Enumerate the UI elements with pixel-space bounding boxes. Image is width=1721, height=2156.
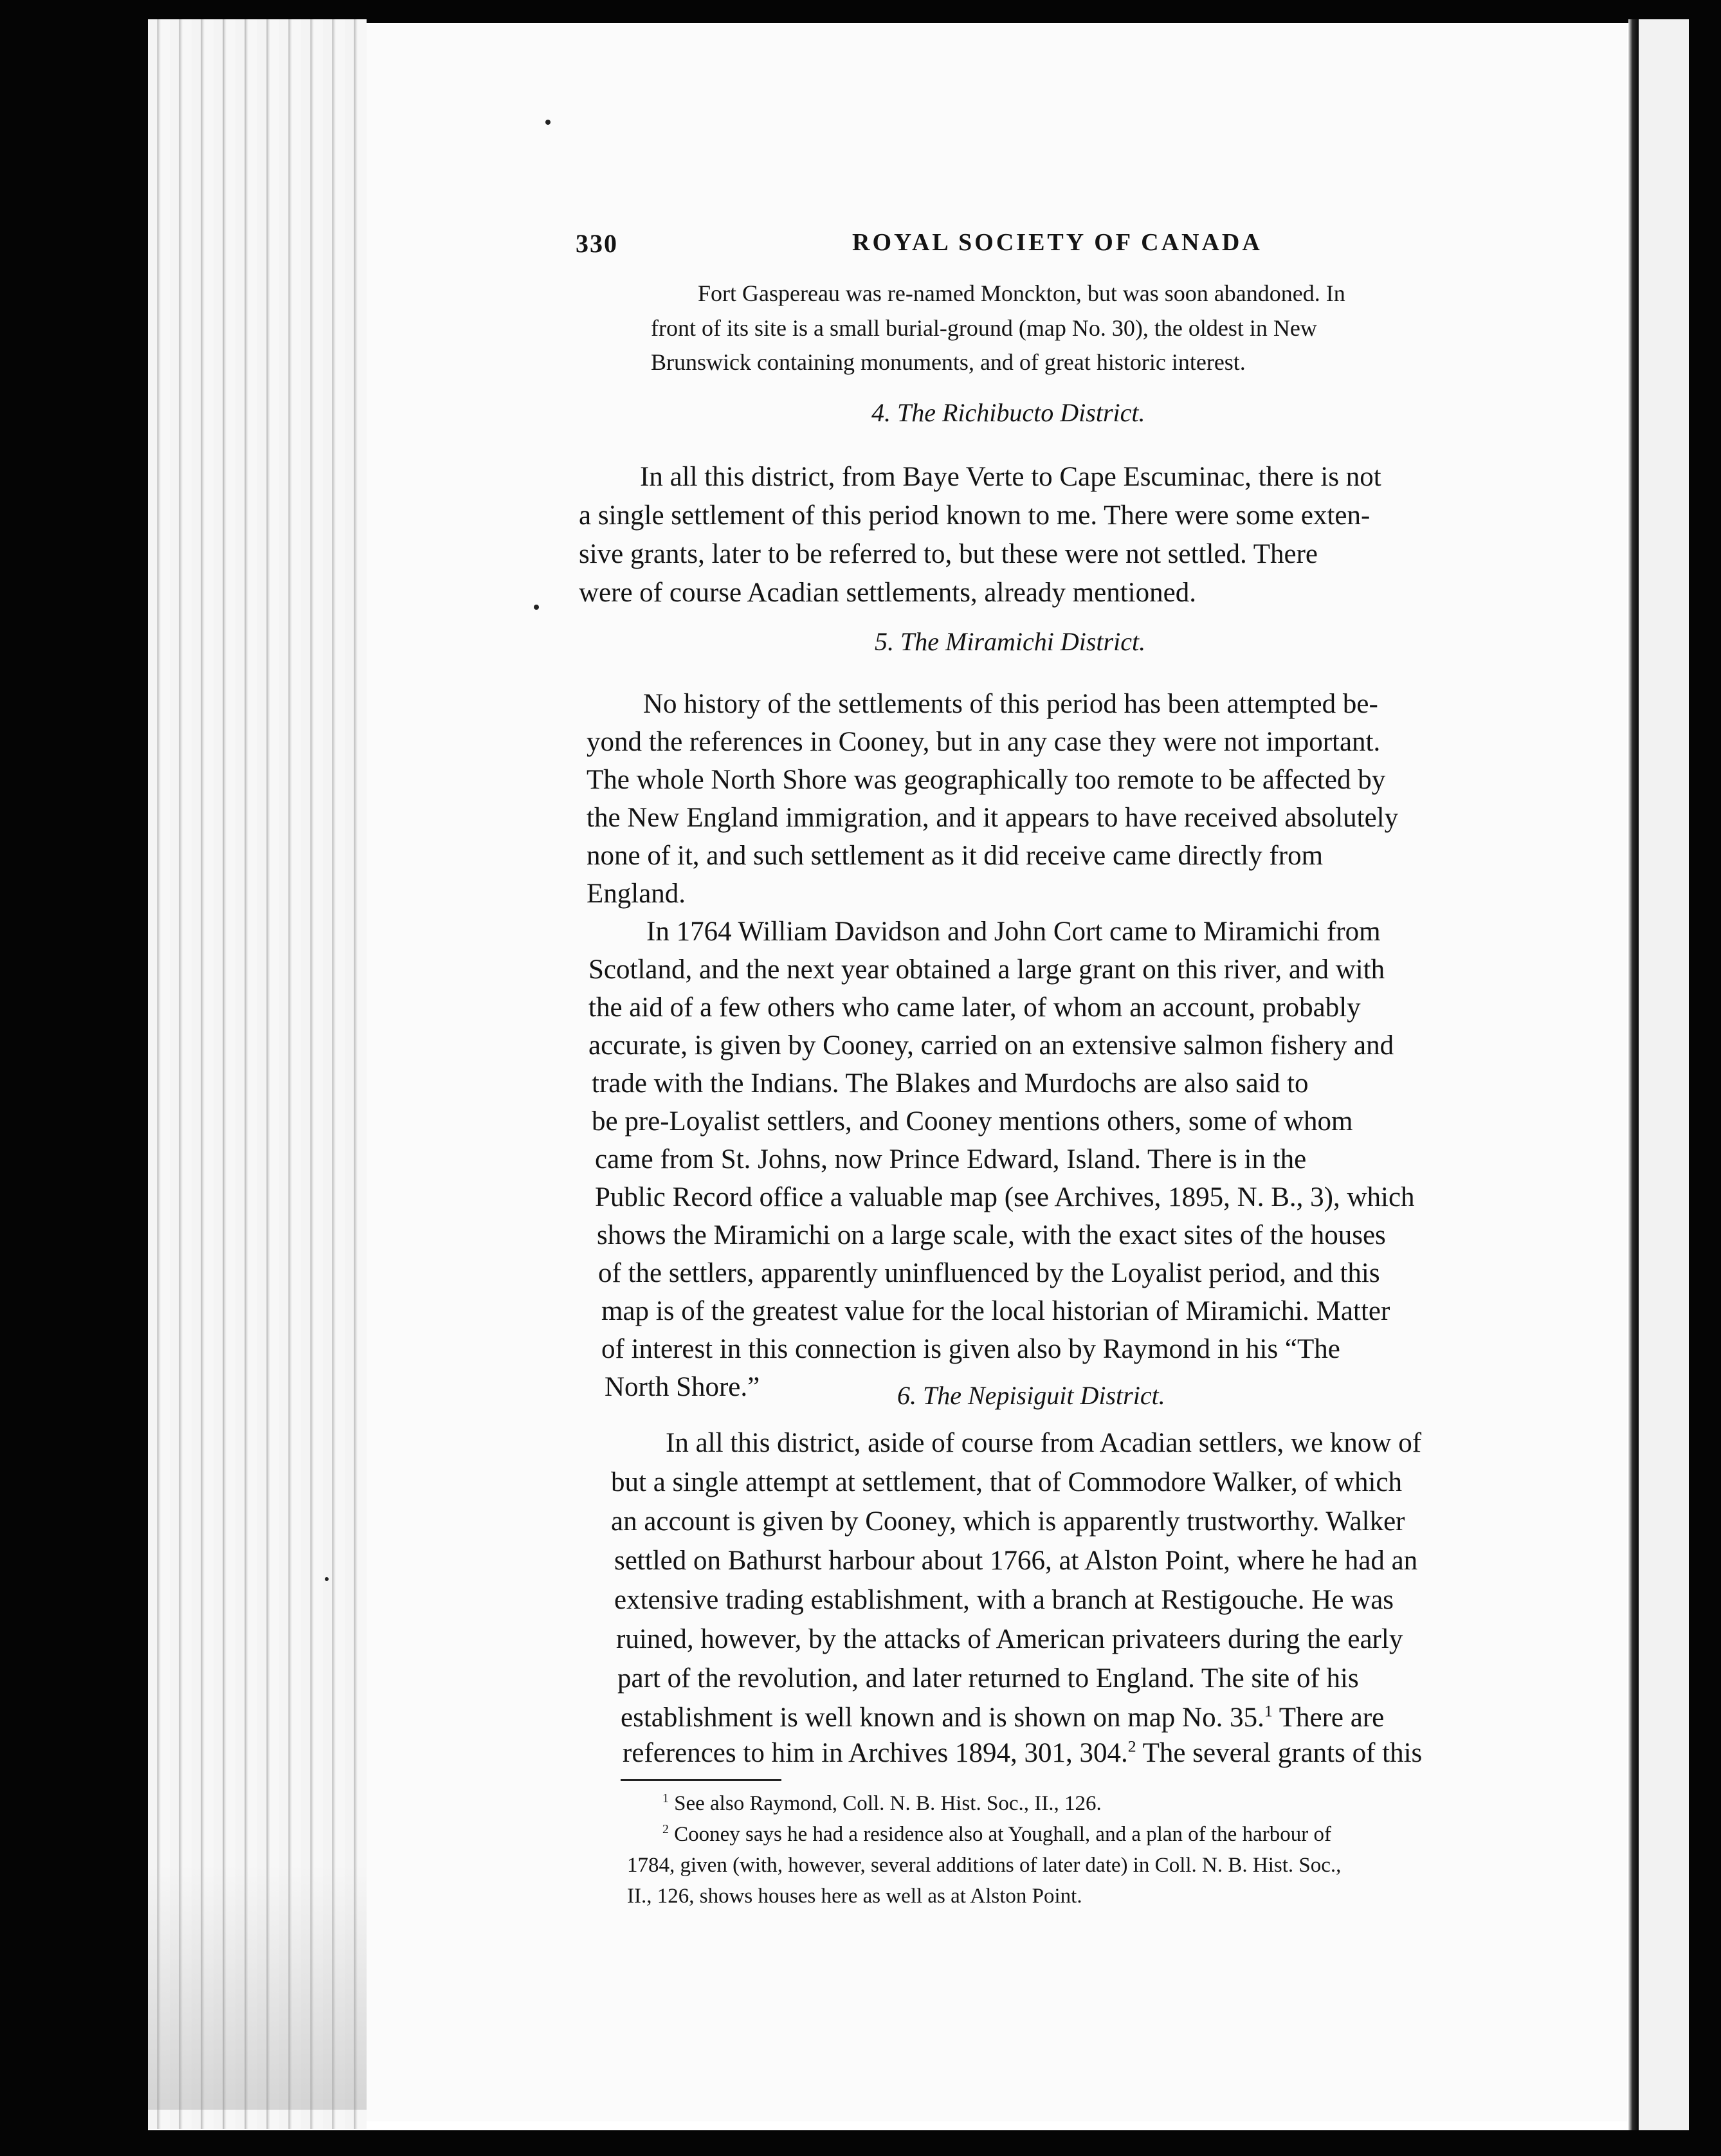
- text-segment: There are: [1272, 1703, 1385, 1733]
- footnote-mark: 1: [662, 1791, 669, 1805]
- text-line: were of course Acadian settlements, already mentioned.: [579, 578, 1196, 608]
- footnote-line: 1784, given (with, however, several additions of later date) in Coll. N. B. Hist. Soc.,: [627, 1854, 1342, 1877]
- text-line: ruined, however, by the attacks of American privateers during the early: [616, 1624, 1403, 1654]
- page-number: 330: [576, 229, 618, 258]
- text-line: [621, 1701, 1385, 1733]
- text-line: none of it, and such settlement as it did receive came directly from: [587, 841, 1324, 871]
- footnote-text: Cooney says he had a residence also at Youghall, and a plan of the harbour of: [674, 1823, 1331, 1846]
- text-line: In all this district, aside of course from Acadian settlers, we know of: [666, 1428, 1422, 1458]
- footnote-mark: 2: [662, 1822, 669, 1836]
- text-line: In 1764 William Davidson and John Cort came to Miramichi from: [646, 917, 1381, 947]
- ink-speck: [545, 120, 551, 125]
- text-line: of interest in this connection is given also by Raymond in his “The: [601, 1334, 1340, 1364]
- ink-speck: [325, 1577, 329, 1581]
- text-line: trade with the Indians. The Blakes and Murdochs are also said to: [592, 1068, 1309, 1099]
- footnote-line: II., 126, shows houses here as well as at Alston Point.: [627, 1885, 1082, 1908]
- text-line: map is of the greatest value for the local historian of Miramichi. Matter: [601, 1296, 1390, 1326]
- scan-border-right: [1689, 0, 1721, 2156]
- page-stack-shadow: [148, 1865, 367, 2110]
- text-line: shows the Miramichi on a large scale, with the exact sites of the houses: [597, 1220, 1386, 1250]
- text-line: North Shore.”: [605, 1372, 760, 1402]
- scan-border-bottom: [0, 2130, 1721, 2156]
- text-line: England.: [587, 879, 686, 909]
- text-segment: establishment is well known and is shown on map No. 35.: [621, 1703, 1264, 1733]
- text-line: the aid of a few others who came later, of whom an account, probably: [588, 992, 1361, 1023]
- text-line: sive grants, later to be referred to, but these were not settled. There: [579, 539, 1318, 569]
- footnote-rule: [621, 1779, 781, 1781]
- section-heading: 5. The Miramichi District.: [875, 627, 1146, 656]
- footnote-1: [662, 1793, 1102, 1814]
- text-line: but a single attempt at settlement, that of Commodore Walker, of which: [611, 1467, 1402, 1497]
- text-line: a single settlement of this period known to me. There were some exten-: [579, 500, 1370, 531]
- footnote-text: See also Raymond, Coll. N. B. Hist. Soc., II., 126.: [674, 1792, 1102, 1815]
- text-line: [623, 1739, 1422, 1767]
- text-line: Fort Gaspereau was re-named Monckton, but was soon abandoned. In: [698, 280, 1345, 306]
- text-segment: The several grants of this: [1136, 1738, 1423, 1768]
- footnote-ref-2: 2: [1127, 1737, 1136, 1756]
- text-line: Scotland, and the next year obtained a large grant on this river, and with: [588, 955, 1385, 985]
- section-heading: 6. The Nepisiguit District.: [897, 1381, 1165, 1410]
- text-line: Public Record office a valuable map (see Archives, 1895, N. B., 3), which: [595, 1182, 1415, 1212]
- text-line: of the settlers, apparently uninfluenced by the Loyalist period, and this: [598, 1258, 1380, 1288]
- text-line: extensive trading establishment, with a branch at Restigouche. He was: [614, 1585, 1394, 1615]
- ink-speck: [534, 605, 539, 610]
- text-line: In all this district, from Baye Verte to Cape Escuminac, there is not: [640, 462, 1381, 492]
- text-line: front of its site is a small burial-ground (map No. 30), the oldest in New: [651, 315, 1317, 341]
- text-line: accurate, is given by Cooney, carried on an extensive salmon fishery and: [588, 1030, 1394, 1061]
- page-header: [576, 228, 1273, 267]
- text-line: be pre-Loyalist settlers, and Cooney mentions others, some of whom: [592, 1106, 1353, 1137]
- text-line: part of the revolution, and later returned to England. The site of his: [617, 1663, 1359, 1694]
- page-stack-edges: [148, 19, 367, 2129]
- scan-border-left: [0, 0, 148, 2156]
- text-line: yond the references in Cooney, but in any case they were not important.: [587, 727, 1381, 757]
- footnote-2: [662, 1824, 1331, 1845]
- text-line: No history of the settlements of this period has been attempted be-: [643, 689, 1378, 719]
- text-line: came from St. Johns, now Prince Edward, Island. There is in the: [595, 1144, 1307, 1174]
- text-segment: references to him in Archives 1894, 301, 304.: [623, 1738, 1128, 1768]
- text-line: settled on Bathurst harbour about 1766, at Alston Point, where he had an: [614, 1546, 1418, 1576]
- text-line: an account is given by Cooney, which is apparently trustworthy. Walker: [611, 1506, 1405, 1537]
- running-head: ROYAL SOCIETY OF CANADA: [852, 229, 1262, 256]
- text-line: The whole North Shore was geographically too remote to be affected by: [587, 765, 1386, 795]
- section-heading: 4. The Richibucto District.: [871, 398, 1145, 427]
- footnote-ref-1: 1: [1264, 1701, 1273, 1721]
- book-gutter: [1628, 19, 1639, 2135]
- facing-page-edge: [1639, 19, 1689, 2135]
- text-line: the New England immigration, and it appears to have received absolutely: [587, 803, 1399, 833]
- text-line: Brunswick containing monuments, and of great historic interest.: [651, 349, 1246, 375]
